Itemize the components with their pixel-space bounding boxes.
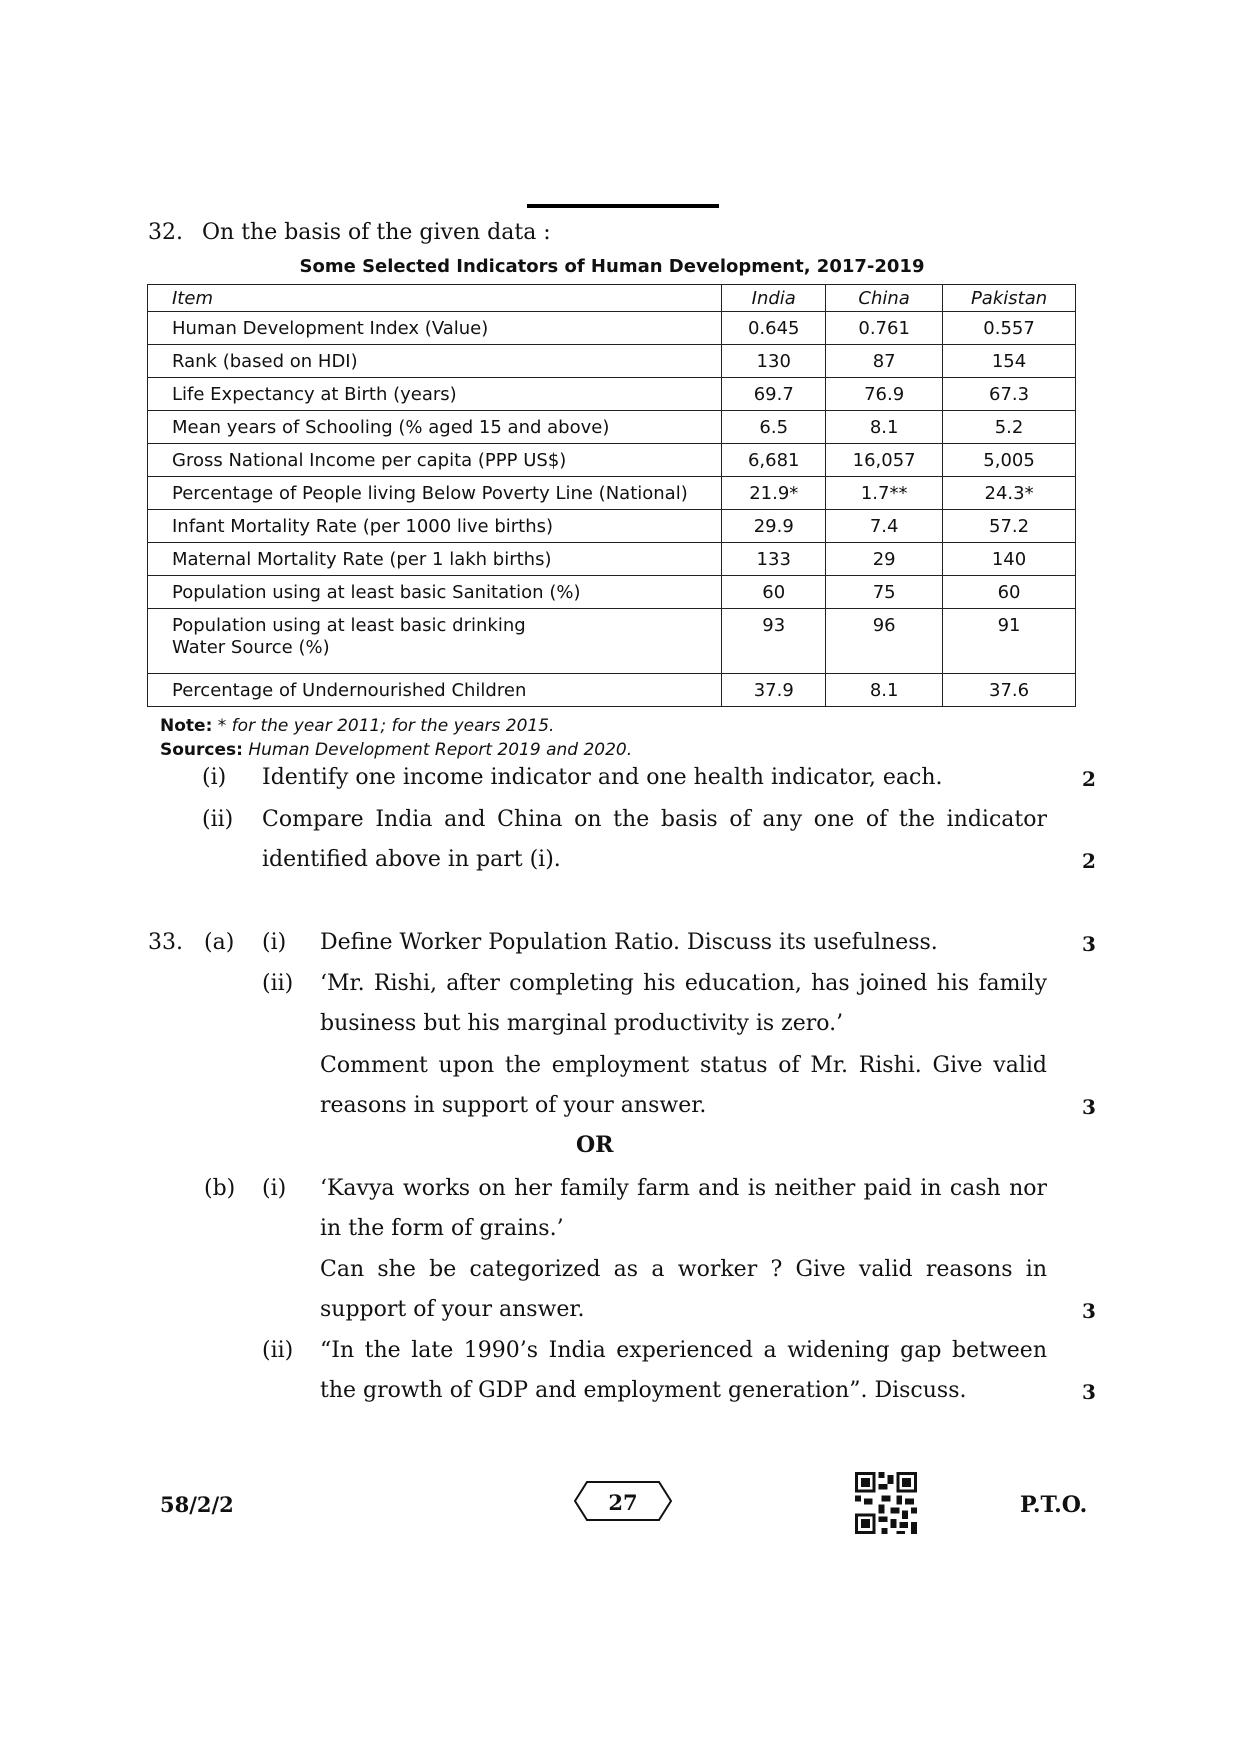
note-label: Note: (160, 716, 213, 736)
please-turn-over: P.T.O. (1020, 1492, 1088, 1518)
cell-india: 93 (722, 609, 826, 674)
row-label: Infant Mortality Rate (per 1000 live births) (148, 510, 722, 543)
question-33-a-ii-line4: reasons in support of your answer. (320, 1093, 707, 1118)
table-note (160, 716, 554, 736)
row-label: Population using at least basic Sanitation (%) (148, 576, 722, 609)
cell-pakistan: 37.6 (943, 674, 1076, 707)
cell-china: 96 (826, 609, 943, 674)
cell-pakistan: 91 (943, 609, 1076, 674)
cell-pakistan: 5.2 (943, 411, 1076, 444)
marks: 2 (1082, 849, 1096, 873)
table-row (148, 609, 1076, 674)
subpart-label: (ii) (262, 971, 294, 996)
cell-pakistan: 154 (943, 345, 1076, 378)
part-label: (ii) (202, 807, 234, 832)
row-label: Mean years of Schooling (% aged 15 and above) (148, 411, 722, 444)
marks: 3 (1082, 1095, 1096, 1119)
table-row (148, 345, 1076, 378)
header-item: Item (148, 285, 722, 312)
question-33-a-i: Define Worker Population Ratio. Discuss its usefulness. (320, 930, 938, 955)
cell-china: 87 (826, 345, 943, 378)
part-label: (i) (202, 765, 227, 790)
paper-code: 58/2/2 (160, 1492, 234, 1517)
row-label: Percentage of Undernourished Children (148, 674, 722, 707)
cell-india: 130 (722, 345, 826, 378)
table-row (148, 312, 1076, 345)
cell-china: 75 (826, 576, 943, 609)
question-33-a-ii-line1: ‘Mr. Rishi, after completing his education, has joined his family (320, 971, 1047, 996)
cell-china: 8.1 (826, 411, 943, 444)
question-33-b-i-line2: in the form of grains.’ (320, 1216, 564, 1241)
top-divider (527, 204, 719, 208)
row-label: Gross National Income per capita (PPP US$) (148, 444, 722, 477)
question-33-b-ii-line1: “In the late 1990’s India experienced a widening gap between (320, 1338, 1047, 1363)
question-32-i: Identify one income indicator and one health indicator, each. (262, 765, 943, 790)
or-separator: OR (576, 1132, 614, 1158)
header-india: India (722, 285, 826, 312)
indicators-table (147, 284, 1076, 707)
cell-india: 29.9 (722, 510, 826, 543)
question-number-32: 32. (148, 220, 183, 245)
subpart-label: (i) (262, 1176, 287, 1201)
note-text: * for the year 2011; for the years 2015. (217, 716, 555, 736)
question-33-b-i-line4: support of your answer. (320, 1297, 585, 1322)
row-label: Maternal Mortality Rate (per 1 lakh births) (148, 543, 722, 576)
cell-china: 8.1 (826, 674, 943, 707)
cell-india: 6.5 (722, 411, 826, 444)
table-row (148, 674, 1076, 707)
cell-india: 21.9* (722, 477, 826, 510)
row-label: Human Development Index (Value) (148, 312, 722, 345)
row-label (148, 609, 722, 674)
question-32-ii-line1: Compare India and China on the basis of any one of the indicator (262, 807, 1047, 832)
row-label-line1: Population using at least basic drinking (172, 615, 526, 636)
cell-india: 6,681 (722, 444, 826, 477)
cell-india: 133 (722, 543, 826, 576)
cell-india: 69.7 (722, 378, 826, 411)
table-sources (160, 740, 632, 760)
question-32-ii-line2: identified above in part (i). (262, 847, 561, 872)
table-row (148, 576, 1076, 609)
subpart-label: (i) (262, 930, 287, 955)
cell-india: 60 (722, 576, 826, 609)
header-china: China (826, 285, 943, 312)
cell-india: 37.9 (722, 674, 826, 707)
cell-pakistan: 0.557 (943, 312, 1076, 345)
sources-text: Human Development Report 2019 and 2020. (248, 740, 633, 760)
cell-china: 29 (826, 543, 943, 576)
row-label: Rank (based on HDI) (148, 345, 722, 378)
table-row (148, 378, 1076, 411)
cell-pakistan: 24.3* (943, 477, 1076, 510)
question-number-33: 33. (148, 930, 183, 955)
cell-china: 1.7** (826, 477, 943, 510)
marks: 3 (1082, 1380, 1096, 1404)
table-row (148, 444, 1076, 477)
marks: 3 (1082, 932, 1096, 956)
part-label: (b) (204, 1176, 236, 1201)
row-label-line2: Water Source (%) (172, 637, 330, 658)
table-caption: Some Selected Indicators of Human Development, 2017-2019 (299, 256, 925, 277)
table-row (148, 543, 1076, 576)
question-33-b-i-line3: Can she be categorized as a worker ? Give valid reasons in (320, 1257, 1047, 1282)
qr-code-icon (855, 1472, 917, 1534)
sources-label: Sources: (160, 740, 243, 760)
subpart-label: (ii) (262, 1338, 294, 1363)
cell-pakistan: 5,005 (943, 444, 1076, 477)
table-row (148, 510, 1076, 543)
table-header-row (148, 285, 1076, 312)
cell-china: 0.761 (826, 312, 943, 345)
part-label: (a) (204, 930, 235, 955)
question-33-b-i-line1: ‘Kavya works on her family farm and is neither paid in cash nor (320, 1176, 1047, 1201)
table-row (148, 411, 1076, 444)
question-33-a-ii-line3: Comment upon the employment status of Mr. Rishi. Give valid (320, 1053, 1047, 1078)
cell-pakistan: 67.3 (943, 378, 1076, 411)
row-label: Life Expectancy at Birth (years) (148, 378, 722, 411)
question-33-b-ii-line2: the growth of GDP and employment generation”. Discuss. (320, 1378, 967, 1403)
cell-china: 76.9 (826, 378, 943, 411)
cell-pakistan: 60 (943, 576, 1076, 609)
question-32-intro: On the basis of the given data : (202, 220, 551, 245)
cell-china: 16,057 (826, 444, 943, 477)
header-pakistan: Pakistan (943, 285, 1076, 312)
marks: 3 (1082, 1299, 1096, 1323)
page-number: 27 (608, 1490, 638, 1515)
cell-pakistan: 140 (943, 543, 1076, 576)
table-row (148, 477, 1076, 510)
cell-china: 7.4 (826, 510, 943, 543)
cell-india: 0.645 (722, 312, 826, 345)
marks: 2 (1082, 767, 1096, 791)
cell-pakistan: 57.2 (943, 510, 1076, 543)
question-33-a-ii-line2: business but his marginal productivity is zero.’ (320, 1011, 844, 1036)
row-label: Percentage of People living Below Poverty Line (National) (148, 477, 722, 510)
